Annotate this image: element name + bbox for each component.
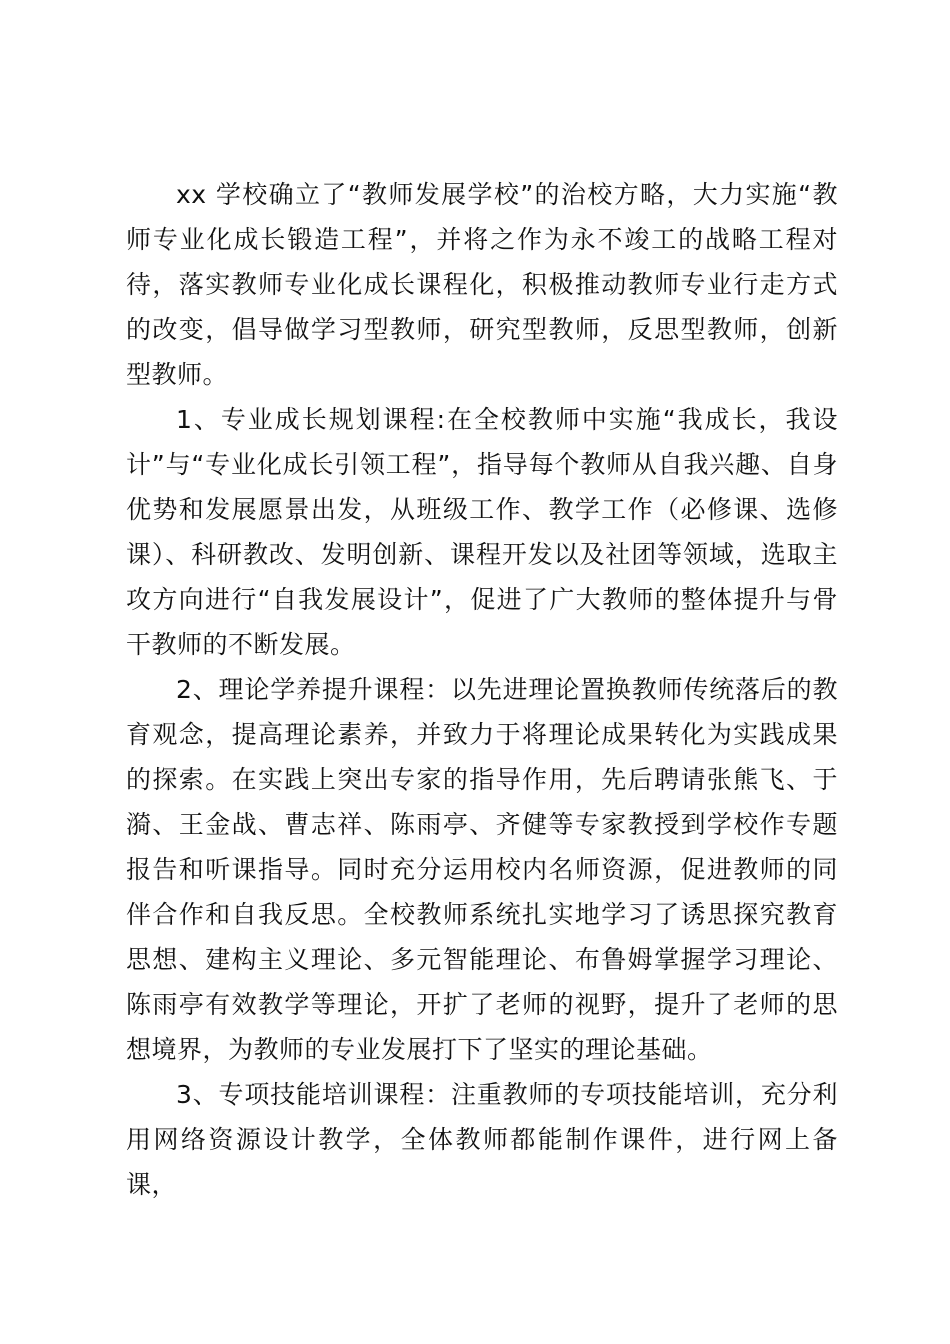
paragraph-intro: xx 学校确立了“教师发展学校”的治校方略，大力实施“教师专业化成长锻造工程”，并将之作为永不竣工的战略工程对待，落实教师专业化成长课程化，积极推动教师专业行走方式的改变，倡导做学习型教师，研究型教师，反思型教师，创新型教师。 bbox=[126, 180, 838, 389]
paragraph-item-3: 3、专项技能培训课程：注重教师的专项技能培训，充分利用网络资源设计教学，全体教师都能制作课件，进行网上备课， bbox=[126, 1080, 838, 1199]
document-body bbox=[126, 172, 838, 1207]
paragraph-item-1: 1、专业成长规划课程:在全校教师中实施“我成长，我设计”与“专业化成长引领工程”，指导每个教师从自我兴趣、自身优势和发展愿景出发，从班级工作、教学工作（必修课、选修课）、科研教改、发明创新、课程开发以及社团等领域，选取主攻方向进行“自我发展设计”，促进了广大教师的整体提升与骨干教师的不断发展。 bbox=[126, 405, 838, 659]
paragraph-item-2: 2、理论学养提升课程：以先进理论置换教师传统落后的教育观念，提高理论素养，并致力于将理论成果转化为实践成果的探索。在实践上突出专家的指导作用，先后聘请张熊飞、于漪、王金战、曹志祥、陈雨亭、齐健等专家教授到学校作专题报告和听课指导。同时充分运用校内名师资源，促进教师的同伴合作和自我反思。全校教师系统扎实地学习了诱思探究教育思想、建构主义理论、多元智能理论、布鲁姆掌握学习理论、陈雨亭有效教学等理论，开扩了老师的视野，提升了老师的思想境界，为教师的专业发展打下了坚实的理论基础。 bbox=[126, 675, 838, 1064]
